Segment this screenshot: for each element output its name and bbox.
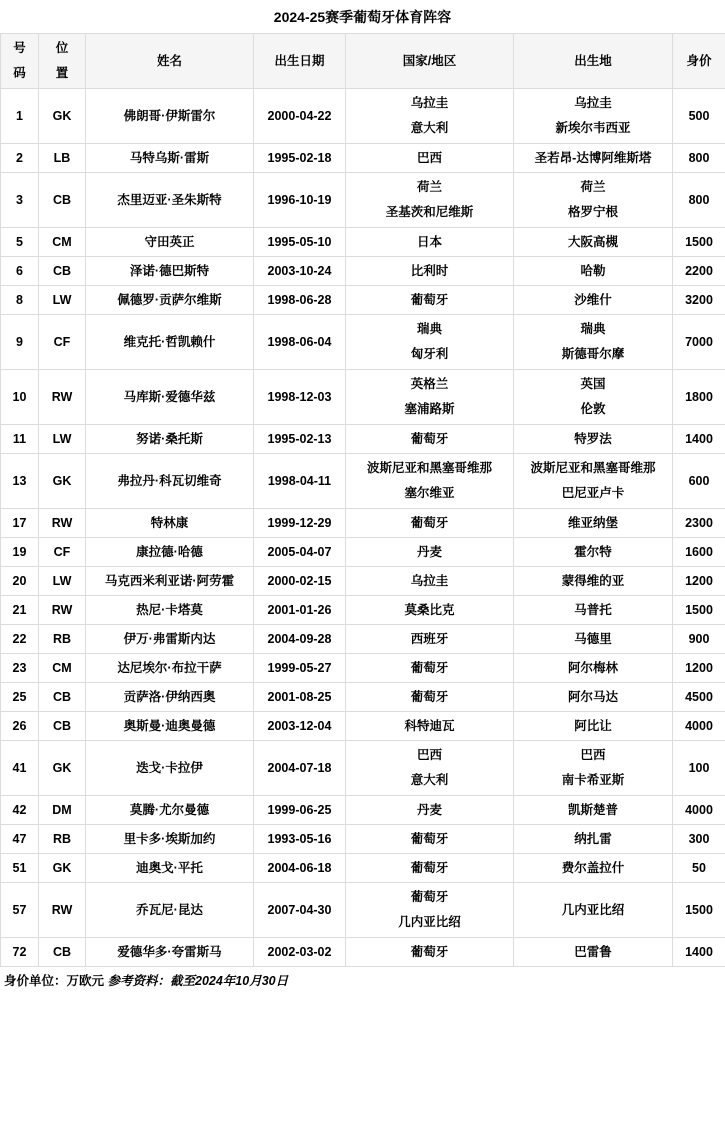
cell-value: 1200 (673, 654, 725, 683)
cell-nation: 丹麦 (346, 538, 514, 567)
cell-number: 41 (1, 741, 39, 796)
cell-birthdate: 2004-06-18 (254, 854, 346, 883)
cell-number: 5 (1, 228, 39, 257)
cell-birthdate: 1999-06-25 (254, 796, 346, 825)
cell-position: CB (39, 257, 86, 286)
cell-number: 47 (1, 825, 39, 854)
column-header-position (39, 34, 86, 89)
cell-birthdate: 1999-12-29 (254, 509, 346, 538)
cell-birthplace: 马普托 (514, 596, 673, 625)
table-body (1, 89, 725, 967)
cell-number: 13 (1, 454, 39, 509)
cell-position: GK (39, 854, 86, 883)
cell-birthplace: 马德里 (514, 625, 673, 654)
table-row (1, 315, 725, 370)
cell-position: CB (39, 173, 86, 228)
cell-name: 守田英正 (86, 228, 254, 257)
cell-value: 1400 (673, 938, 725, 967)
cell-line: 匈牙利 (410, 347, 449, 361)
cell-value: 1500 (673, 228, 725, 257)
cell-value: 4000 (673, 796, 725, 825)
cell-birthplace: 巴雷鲁 (514, 938, 673, 967)
cell-value: 7000 (673, 315, 725, 370)
cell-name: 努诺·桑托斯 (86, 425, 254, 454)
table-row (1, 883, 725, 938)
cell-name: 莫腾·尤尔曼德 (86, 796, 254, 825)
cell-name: 马库斯·爱德华兹 (86, 370, 254, 425)
cell-name: 杰里迈亚·圣朱斯特 (86, 173, 254, 228)
table-row (1, 286, 725, 315)
cell-birthdate: 2003-12-04 (254, 712, 346, 741)
cell-birthplace (514, 454, 673, 509)
cell-line: 格罗宁根 (567, 205, 618, 219)
cell-birthplace: 哈勒 (514, 257, 673, 286)
cell-line: 意大利 (410, 121, 449, 135)
cell-value: 2200 (673, 257, 725, 286)
cell-birthdate: 2002-03-02 (254, 938, 346, 967)
cell-number: 3 (1, 173, 39, 228)
cell-value: 1800 (673, 370, 725, 425)
cell-value: 100 (673, 741, 725, 796)
cell-number: 17 (1, 509, 39, 538)
table-row (1, 370, 725, 425)
cell-nation: 莫桑比克 (346, 596, 514, 625)
cell-number: 19 (1, 538, 39, 567)
cell-value: 1500 (673, 596, 725, 625)
cell-position: LW (39, 567, 86, 596)
cell-birthplace: 沙维什 (514, 286, 673, 315)
cell-nation: 葡萄牙 (346, 938, 514, 967)
cell-line: 波斯尼亚和黑塞哥维那 (530, 461, 656, 475)
cell-birthdate: 2000-02-15 (254, 567, 346, 596)
cell-line: 乌拉圭 (574, 96, 612, 110)
cell-number: 22 (1, 625, 39, 654)
cell-birthplace: 维亚纳堡 (514, 509, 673, 538)
table-row (1, 454, 725, 509)
cell-nation: 比利时 (346, 257, 514, 286)
table-row (1, 796, 725, 825)
cell-nation: 葡萄牙 (346, 825, 514, 854)
cell-nation: 葡萄牙 (346, 509, 514, 538)
cell-nation: 西班牙 (346, 625, 514, 654)
table-row (1, 144, 725, 173)
value-unit-note: 身价单位：万欧元 (4, 974, 105, 988)
table-row (1, 938, 725, 967)
cell-value: 600 (673, 454, 725, 509)
cell-value: 800 (673, 144, 725, 173)
cell-birthdate: 1995-02-18 (254, 144, 346, 173)
cell-nation: 巴西 (346, 144, 514, 173)
cell-line: 英国 (580, 377, 606, 391)
table-row (1, 89, 725, 144)
cell-position: GK (39, 454, 86, 509)
cell-number: 20 (1, 567, 39, 596)
cell-birthdate: 1998-12-03 (254, 370, 346, 425)
cell-birthplace: 纳扎雷 (514, 825, 673, 854)
cell-position: RB (39, 625, 86, 654)
cell-nation: 葡萄牙 (346, 854, 514, 883)
header-row (1, 34, 725, 89)
cell-name: 马克西米利亚诺·阿劳霍 (86, 567, 254, 596)
cell-birthdate: 1996-10-19 (254, 173, 346, 228)
cell-number: 51 (1, 854, 39, 883)
cell-number: 6 (1, 257, 39, 286)
cell-nation (346, 89, 514, 144)
cell-number: 11 (1, 425, 39, 454)
cell-value: 3200 (673, 286, 725, 315)
cell-name: 迪奥戈·平托 (86, 854, 254, 883)
cell-nation (346, 883, 514, 938)
cell-line: 塞浦路斯 (404, 402, 455, 416)
table-row (1, 173, 725, 228)
cell-name: 奥斯曼·迪奥曼德 (86, 712, 254, 741)
table-row (1, 228, 725, 257)
cell-birthdate: 1993-05-16 (254, 825, 346, 854)
cell-number: 25 (1, 683, 39, 712)
cell-line: 荷兰 (416, 180, 442, 194)
column-header-number (1, 34, 39, 89)
cell-birthdate: 2000-04-22 (254, 89, 346, 144)
cell-nation (346, 370, 514, 425)
cell-birthplace: 凯斯楚普 (514, 796, 673, 825)
cell-value: 4500 (673, 683, 725, 712)
cell-birthplace: 阿比让 (514, 712, 673, 741)
page-title: 2024-25赛季葡萄牙体育阵容 (273, 9, 452, 25)
cell-line: 瑞典 (416, 322, 442, 336)
cell-line: 几内亚比绍 (398, 915, 461, 929)
cell-line: 意大利 (410, 773, 449, 787)
cell-birthdate: 1995-05-10 (254, 228, 346, 257)
cell-value: 900 (673, 625, 725, 654)
cell-value: 300 (673, 825, 725, 854)
cell-birthdate: 1998-04-11 (254, 454, 346, 509)
cell-birthplace (514, 173, 673, 228)
cell-name: 伊万·弗雷斯内达 (86, 625, 254, 654)
cell-name: 泽诺·德巴斯特 (86, 257, 254, 286)
cell-line: 伦敦 (580, 402, 606, 416)
cell-value: 1200 (673, 567, 725, 596)
cell-name: 达尼埃尔·布拉干萨 (86, 654, 254, 683)
cell-nation (346, 741, 514, 796)
cell-line: 葡萄牙 (410, 890, 449, 904)
cell-number: 8 (1, 286, 39, 315)
table-row (1, 712, 725, 741)
cell-birthdate: 2001-08-25 (254, 683, 346, 712)
cell-line: 巴西 (580, 748, 606, 762)
cell-position: LB (39, 144, 86, 173)
reference-note: 参考资料：截至2024年10月30日 (107, 974, 289, 988)
cell-position: RB (39, 825, 86, 854)
cell-position: RW (39, 370, 86, 425)
cell-nation: 丹麦 (346, 796, 514, 825)
cell-line: 乌拉圭 (410, 96, 449, 110)
column-header-name: 姓名 (86, 34, 254, 89)
table-row (1, 425, 725, 454)
cell-nation (346, 173, 514, 228)
table-row (1, 538, 725, 567)
cell-birthplace (514, 315, 673, 370)
table-header (1, 34, 725, 89)
cell-name: 乔瓦尼·昆达 (86, 883, 254, 938)
cell-line: 波斯尼亚和黑塞哥维那 (366, 461, 492, 475)
cell-birthdate: 2003-10-24 (254, 257, 346, 286)
cell-value: 50 (673, 854, 725, 883)
column-header-nation: 国家/地区 (346, 34, 514, 89)
cell-nation (346, 454, 514, 509)
cell-position: CF (39, 538, 86, 567)
cell-number: 26 (1, 712, 39, 741)
cell-birthdate: 2007-04-30 (254, 883, 346, 938)
cell-birthdate: 1998-06-04 (254, 315, 346, 370)
cell-birthplace: 霍尔特 (514, 538, 673, 567)
cell-birthplace: 几内亚比绍 (514, 883, 673, 938)
column-header-birthplace: 出生地 (514, 34, 673, 89)
table-row (1, 596, 725, 625)
table-row (1, 854, 725, 883)
cell-number: 42 (1, 796, 39, 825)
cell-birthdate: 1995-02-13 (254, 425, 346, 454)
cell-name: 特林康 (86, 509, 254, 538)
cell-birthdate: 2004-07-18 (254, 741, 346, 796)
cell-name: 佩德罗·贡萨尔维斯 (86, 286, 254, 315)
cell-value: 500 (673, 89, 725, 144)
cell-position: LW (39, 425, 86, 454)
cell-birthplace (514, 370, 673, 425)
column-header-number-label: 号码 (13, 41, 26, 80)
cell-name: 维克托·哲凯赖什 (86, 315, 254, 370)
table-row (1, 741, 725, 796)
cell-nation: 葡萄牙 (346, 654, 514, 683)
table-row (1, 257, 725, 286)
cell-line: 南卡希亚斯 (561, 773, 625, 787)
cell-name: 爱德华多·夸雷斯马 (86, 938, 254, 967)
column-header-position-label: 位置 (55, 41, 69, 80)
cell-birthplace: 费尔盖拉什 (514, 854, 673, 883)
cell-position: CM (39, 654, 86, 683)
cell-line: 巴尼亚卢卡 (561, 486, 625, 500)
cell-line: 巴西 (416, 748, 442, 762)
cell-name: 佛朗哥·伊斯雷尔 (86, 89, 254, 144)
cell-position: RW (39, 596, 86, 625)
cell-value: 800 (673, 173, 725, 228)
cell-nation: 日本 (346, 228, 514, 257)
cell-number: 72 (1, 938, 39, 967)
cell-number: 10 (1, 370, 39, 425)
cell-position: GK (39, 741, 86, 796)
cell-line: 瑞典 (580, 322, 606, 336)
cell-line: 新埃尔韦西亚 (555, 121, 631, 135)
cell-line: 荷兰 (580, 180, 606, 194)
cell-nation: 科特迪瓦 (346, 712, 514, 741)
cell-position: CB (39, 712, 86, 741)
cell-name: 马特乌斯·雷斯 (86, 144, 254, 173)
cell-line: 塞尔维亚 (404, 486, 455, 500)
cell-name: 里卡多·埃斯加约 (86, 825, 254, 854)
cell-number: 1 (1, 89, 39, 144)
footer-note (0, 967, 725, 989)
cell-nation (346, 315, 514, 370)
cell-value: 4000 (673, 712, 725, 741)
cell-number: 23 (1, 654, 39, 683)
cell-nation: 葡萄牙 (346, 683, 514, 712)
squad-table (0, 33, 725, 967)
column-header-value: 身价 (673, 34, 725, 89)
column-header-birthdate: 出生日期 (254, 34, 346, 89)
cell-number: 2 (1, 144, 39, 173)
cell-name: 弗拉丹·科瓦切维奇 (86, 454, 254, 509)
cell-line: 圣基茨和尼维斯 (385, 205, 474, 219)
cell-nation: 葡萄牙 (346, 425, 514, 454)
cell-birthplace: 阿尔梅林 (514, 654, 673, 683)
cell-value: 1400 (673, 425, 725, 454)
cell-birthdate: 2001-01-26 (254, 596, 346, 625)
cell-birthplace (514, 89, 673, 144)
table-row (1, 625, 725, 654)
cell-value: 1600 (673, 538, 725, 567)
cell-number: 9 (1, 315, 39, 370)
cell-birthdate: 2005-04-07 (254, 538, 346, 567)
cell-number: 57 (1, 883, 39, 938)
cell-name: 康拉德·哈德 (86, 538, 254, 567)
cell-position: RW (39, 883, 86, 938)
cell-birthdate: 1998-06-28 (254, 286, 346, 315)
cell-position: RW (39, 509, 86, 538)
table-row (1, 654, 725, 683)
cell-birthdate: 1999-05-27 (254, 654, 346, 683)
cell-position: CB (39, 938, 86, 967)
cell-birthplace: 特罗法 (514, 425, 673, 454)
table-row (1, 567, 725, 596)
cell-birthdate: 2004-09-28 (254, 625, 346, 654)
cell-name: 热尼·卡塔莫 (86, 596, 254, 625)
cell-line: 英格兰 (410, 377, 449, 391)
cell-line: 斯德哥尔摩 (561, 347, 625, 361)
cell-value: 1500 (673, 883, 725, 938)
cell-name: 贡萨洛·伊纳西奥 (86, 683, 254, 712)
cell-birthplace: 大阪高槻 (514, 228, 673, 257)
cell-value: 2300 (673, 509, 725, 538)
cell-name: 迭戈·卡拉伊 (86, 741, 254, 796)
cell-position: GK (39, 89, 86, 144)
cell-nation: 乌拉圭 (346, 567, 514, 596)
cell-birthplace (514, 741, 673, 796)
cell-position: CB (39, 683, 86, 712)
cell-position: LW (39, 286, 86, 315)
cell-birthplace: 圣若昂-达博阿维斯塔 (514, 144, 673, 173)
table-row (1, 509, 725, 538)
cell-position: CF (39, 315, 86, 370)
cell-birthplace: 蒙得维的亚 (514, 567, 673, 596)
cell-nation: 葡萄牙 (346, 286, 514, 315)
table-row (1, 825, 725, 854)
cell-birthplace: 阿尔马达 (514, 683, 673, 712)
cell-number: 21 (1, 596, 39, 625)
cell-position: DM (39, 796, 86, 825)
table-row (1, 683, 725, 712)
cell-position: CM (39, 228, 86, 257)
